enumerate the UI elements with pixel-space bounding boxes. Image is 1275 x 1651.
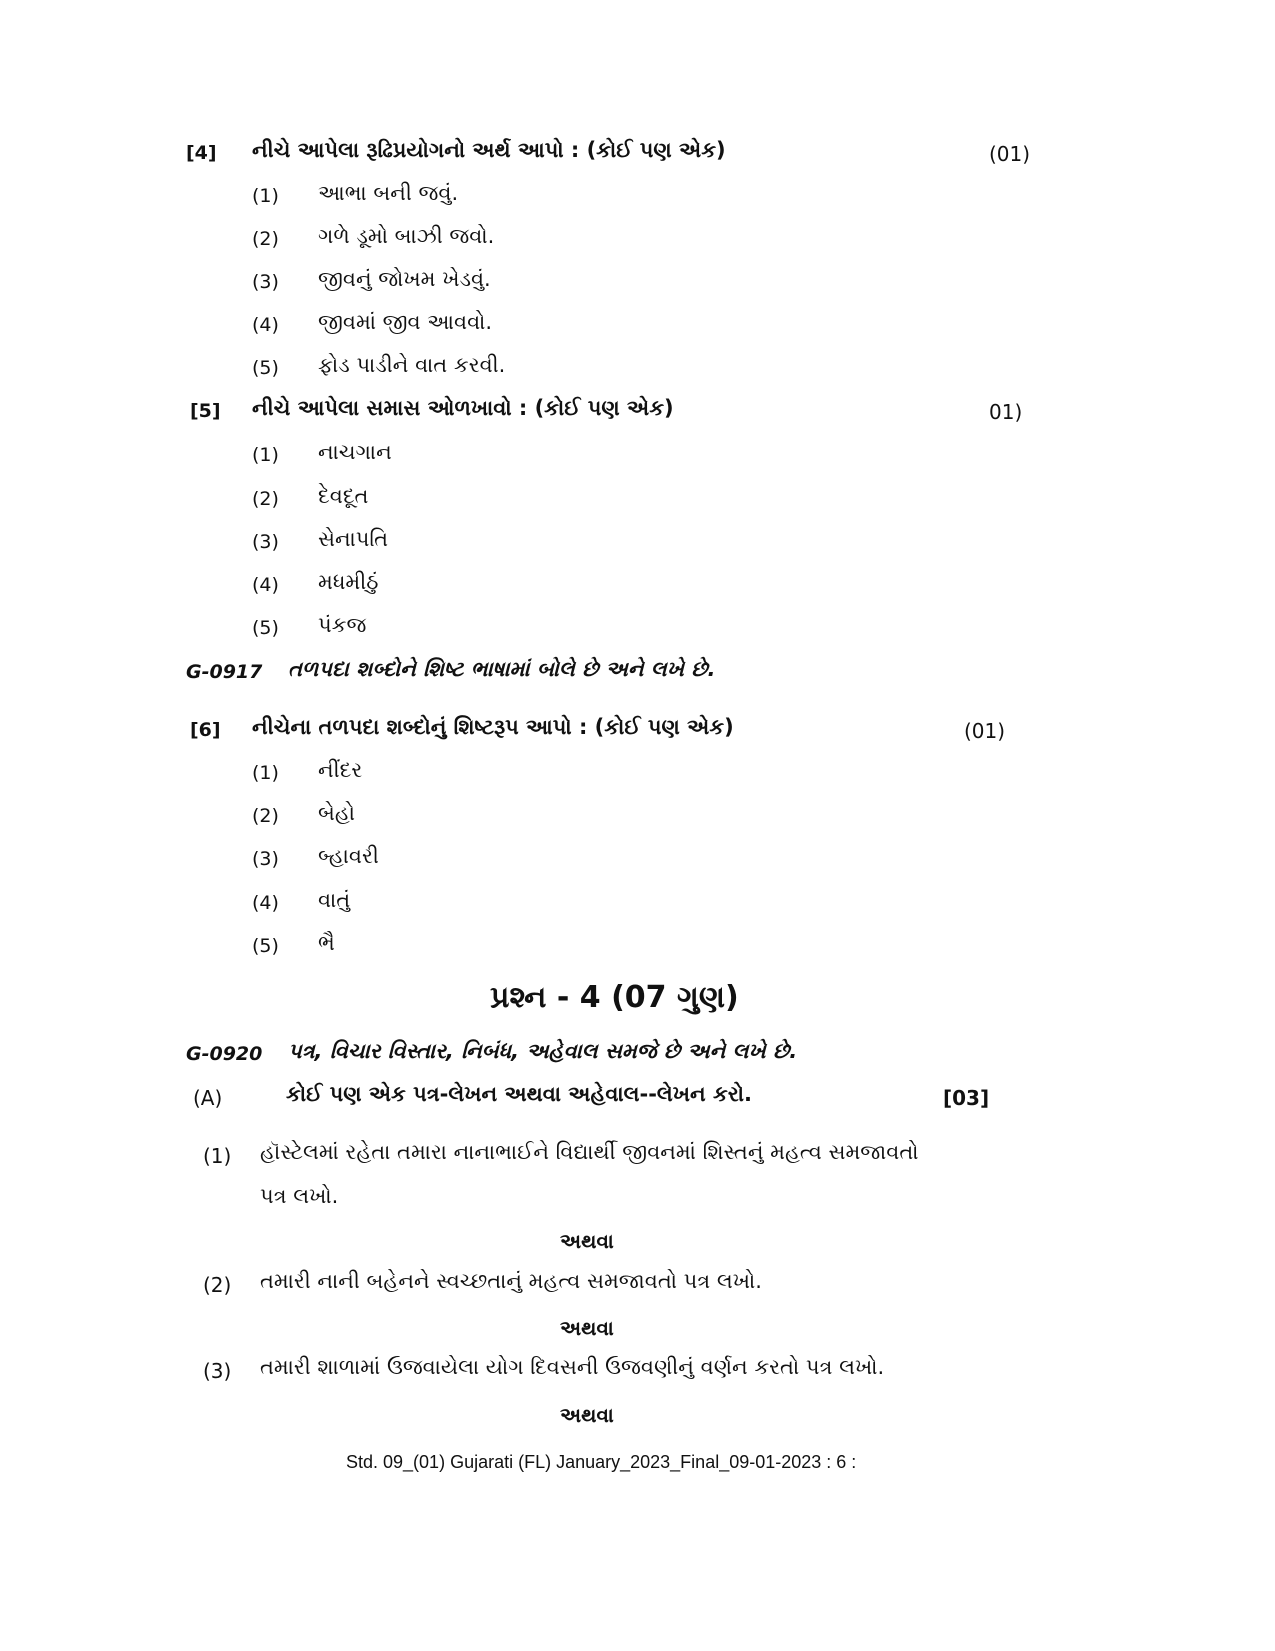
q6-item-1-text: નીંદર — [318, 758, 363, 782]
q5-item-1-text: નાચગાન — [318, 440, 392, 464]
letter-1-text-line1: હૉસ્ટેલમાં રહેતા તમારા નાનાભાઈને વિદ્યાર્થી જીવનમાં શિસ્તનું મહત્વ સમજાવતો — [260, 1140, 919, 1164]
q5-item-1-number: (1) — [252, 444, 279, 466]
q4-item-1-text: આભા બની જવું. — [318, 181, 459, 205]
objective-code-g0920: G-0920 — [186, 1043, 263, 1065]
q6-item-2-text: બેહો — [318, 801, 356, 825]
letter-2-number: (2) — [203, 1273, 232, 1297]
q5-item-5-number: (5) — [252, 617, 279, 639]
letter-2-text: તમારી નાની બહેનને સ્વચ્છતાનું મહત્વ સમજાવતો પત્ર લખો. — [260, 1269, 762, 1293]
question-5-marks: 01) — [989, 400, 1023, 424]
q4-item-4-number: (4) — [252, 314, 279, 336]
q4-item-1-number: (1) — [252, 185, 279, 207]
q4-item-3-number: (3) — [252, 271, 279, 293]
q4-item-5-number: (5) — [252, 357, 279, 379]
q6-item-3-text: બ્હાવરી — [318, 844, 379, 868]
q5-item-3-text: સેનાપતિ — [318, 527, 389, 551]
q6-item-5-number: (5) — [252, 935, 279, 957]
q5-item-3-number: (3) — [252, 531, 279, 553]
question-6-number: [6] — [190, 719, 221, 741]
q5-item-5-text: પંકજ — [318, 613, 367, 637]
q6-item-2-number: (2) — [252, 805, 279, 827]
or-separator-1: અથવા — [560, 1229, 614, 1253]
question-5-text: નીચે આપેલા સમાસ ઓળખાવો : (કોઈ પણ એક) — [252, 396, 674, 420]
question-4-text: નીચે આપેલા રૂઢિપ્રયોગનો અર્થ આપો : (કોઈ પણ એક) — [252, 138, 726, 162]
q4-item-3-text: જીવનું જોખમ ખેડવું. — [318, 267, 491, 291]
letter-1-text-line2: પત્ર લખો. — [260, 1184, 339, 1208]
letter-1-number: (1) — [203, 1144, 232, 1168]
q6-item-5-text: ભૈ — [318, 931, 335, 955]
q6-item-3-number: (3) — [252, 848, 279, 870]
question-6-marks: (01) — [964, 719, 1006, 743]
question-a-marks: [03] — [943, 1086, 990, 1110]
q4-item-5-text: ફોડ પાડીને વાત કરવી. — [318, 353, 506, 377]
question-a-text: કોઈ પણ એક પત્ર-લેખન અથવા અહેવાલ--લેખન કરો. — [286, 1082, 752, 1106]
q5-item-4-text: મધમીઠું — [318, 570, 379, 594]
objective-text-g0920: પત્ર, વિચાર વિસ્તાર, નિબંધ, અહેવાલ સમજે છે અને લખે છે. — [288, 1039, 798, 1063]
question-6-text: નીચેના તળપદા શબ્દોનું શિષ્ટરૂપ આપો : (કોઈ પણ એક) — [252, 715, 734, 739]
q4-item-2-text: ગળે ડૂમો બાઝી જવો. — [318, 224, 495, 248]
q4-item-4-text: જીવમાં જીવ આવવો. — [318, 310, 493, 334]
letter-3-number: (3) — [203, 1359, 232, 1383]
q6-item-4-text: વાતું — [318, 888, 351, 912]
q5-item-2-number: (2) — [252, 488, 279, 510]
q5-item-2-text: દેવદૂત — [318, 484, 369, 508]
q6-item-1-number: (1) — [252, 762, 279, 784]
q4-item-2-number: (2) — [252, 228, 279, 250]
page-footer: Std. 09_(01) Gujarati (FL) January_2023_Final_09-01-2023 : 6 : — [346, 1452, 857, 1472]
objective-text-g0917: તળપદા શબ્દોને શિષ્ટ ભાષામાં બોલે છે અને લખે છે. — [288, 657, 716, 681]
question-a-number: (A) — [193, 1086, 223, 1110]
question-4-marks: (01) — [989, 142, 1031, 166]
letter-3-text: તમારી શાળામાં ઉજવાયેલા યોગ દિવસની ઉજવણીનું વર્ણન કરતો પત્ર લખો. — [260, 1355, 885, 1379]
q6-item-4-number: (4) — [252, 892, 279, 914]
question-4-number: [4] — [186, 142, 217, 164]
q5-item-4-number: (4) — [252, 574, 279, 596]
or-separator-2: અથવા — [560, 1316, 614, 1340]
question-5-number: [5] — [190, 400, 221, 422]
section-heading: પ્રશ્ન - 4 (07 ગુણ) — [490, 980, 739, 1015]
objective-code-g0917: G-0917 — [186, 661, 263, 683]
or-separator-3: અથવા — [560, 1403, 614, 1427]
